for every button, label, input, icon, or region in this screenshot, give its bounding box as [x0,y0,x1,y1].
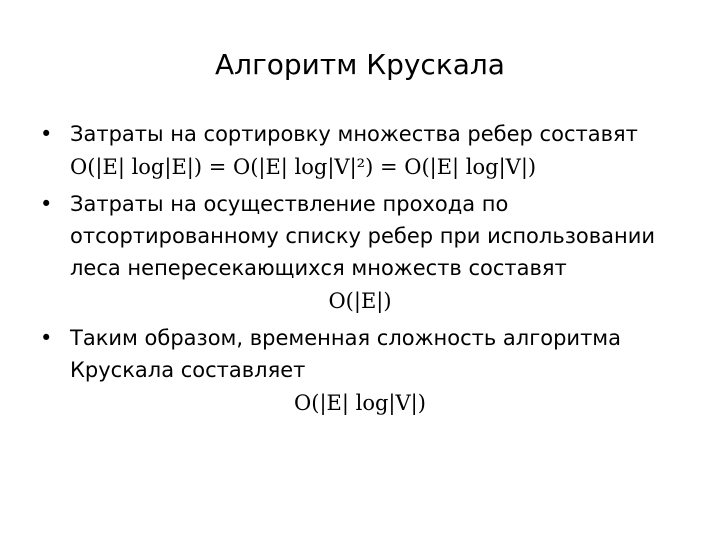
bullet-item-sorting-cost [40,118,680,184]
bullet-icon: • [40,122,53,146]
bullet-item-total-complexity [40,322,680,420]
bullet-item-pass-cost [40,188,680,318]
complexity-formula: O(|E|) [328,289,392,313]
complexity-formula: O(|E| log|E|) = O(|E| log|V|²) = O(|E| log|V|) [70,155,537,179]
slide-title: Алгоритм Крускала [215,48,505,81]
bullet-icon: • [40,326,53,350]
bullet-icon: • [40,192,53,216]
bullet-text: Таким образом, временная сложность алгоритма Крускала составляет [70,326,622,382]
bullet-text: Затраты на осуществление прохода по отсортированному списку ребер при использовании леса непересекающихся множеств составят [70,192,655,280]
slide-body [40,118,680,420]
bullet-text: Затраты на сортировку множества ребер составят [70,122,638,146]
complexity-formula: O(|E| log|V|) [294,391,426,415]
